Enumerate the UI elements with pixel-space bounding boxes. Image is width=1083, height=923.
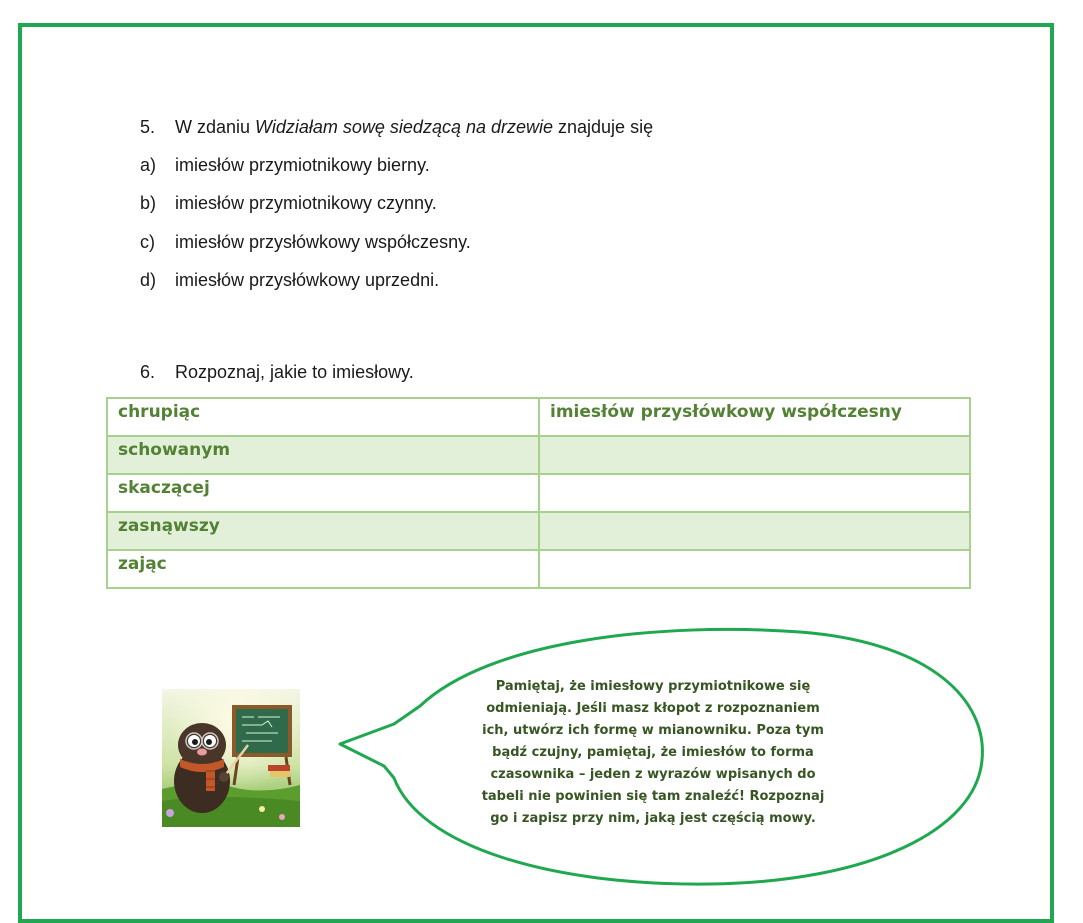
question-5 — [140, 116, 653, 138]
table-row — [107, 512, 970, 550]
option-b[interactable] — [140, 192, 437, 214]
option-d-letter: d) — [140, 270, 157, 290]
table-word-cell: skaczącej — [107, 474, 539, 512]
table-row — [107, 474, 970, 512]
table-word-cell: schowanym — [107, 436, 539, 474]
table-answer-cell[interactable] — [539, 550, 970, 588]
table-answer-cell[interactable]: imiesłów przysłówkowy współczesny — [539, 398, 970, 436]
question-5-example-sentence: Widziałam sowę siedzącą na drzewie — [255, 117, 554, 137]
option-a[interactable] — [140, 154, 430, 176]
table-row — [107, 550, 970, 588]
option-d-text: imiesłów przysłówkowy uprzedni. — [175, 270, 440, 290]
table-answer-cell[interactable] — [539, 512, 970, 550]
table-word-cell: zając — [107, 550, 539, 588]
option-b-text: imiesłów przymiotnikowy czynny. — [175, 193, 437, 213]
table-answer-cell[interactable] — [539, 474, 970, 512]
question-6-text: Rozpoznaj, jakie to imiesłowy. — [175, 362, 414, 382]
question-5-suffix: znajduje się — [553, 117, 654, 137]
question-6 — [140, 361, 414, 383]
table-word-cell: zasnąwszy — [107, 512, 539, 550]
table-answer-cell[interactable] — [539, 436, 970, 474]
table-row — [107, 398, 970, 436]
option-a-letter: a) — [140, 155, 157, 175]
mole-teacher-icon — [162, 689, 300, 827]
question-6-number: 6. — [140, 362, 156, 382]
question-5-number: 5. — [140, 117, 156, 137]
question-5-prefix: W zdaniu — [175, 117, 256, 137]
option-a-text: imiesłów przymiotnikowy bierny. — [175, 155, 430, 175]
option-c[interactable] — [140, 231, 471, 253]
option-c-text: imiesłów przysłówkowy współczesny. — [175, 232, 471, 252]
tip-text: Pamiętaj, że imiesłowy przymiotnikowe się odmieniają. Jeśli masz kłopot z rozpoznaniem ich, utwórz ich formę w mianowniku. Poza tym bądź czujny, pamiętaj, że imiesłów to forma czasownika – jeden z wyrazów wpisanych do tabeli nie powinien się tam znaleźć! Rozpoznaj go i zapisz przy nim, jaką jest częścią mowy. — [481, 679, 825, 826]
option-c-letter: c) — [140, 232, 155, 252]
option-d[interactable] — [140, 269, 439, 291]
option-b-letter: b) — [140, 193, 157, 213]
table-row — [107, 436, 970, 474]
table-word-cell: chrupiąc — [107, 398, 539, 436]
participle-table — [106, 397, 971, 589]
